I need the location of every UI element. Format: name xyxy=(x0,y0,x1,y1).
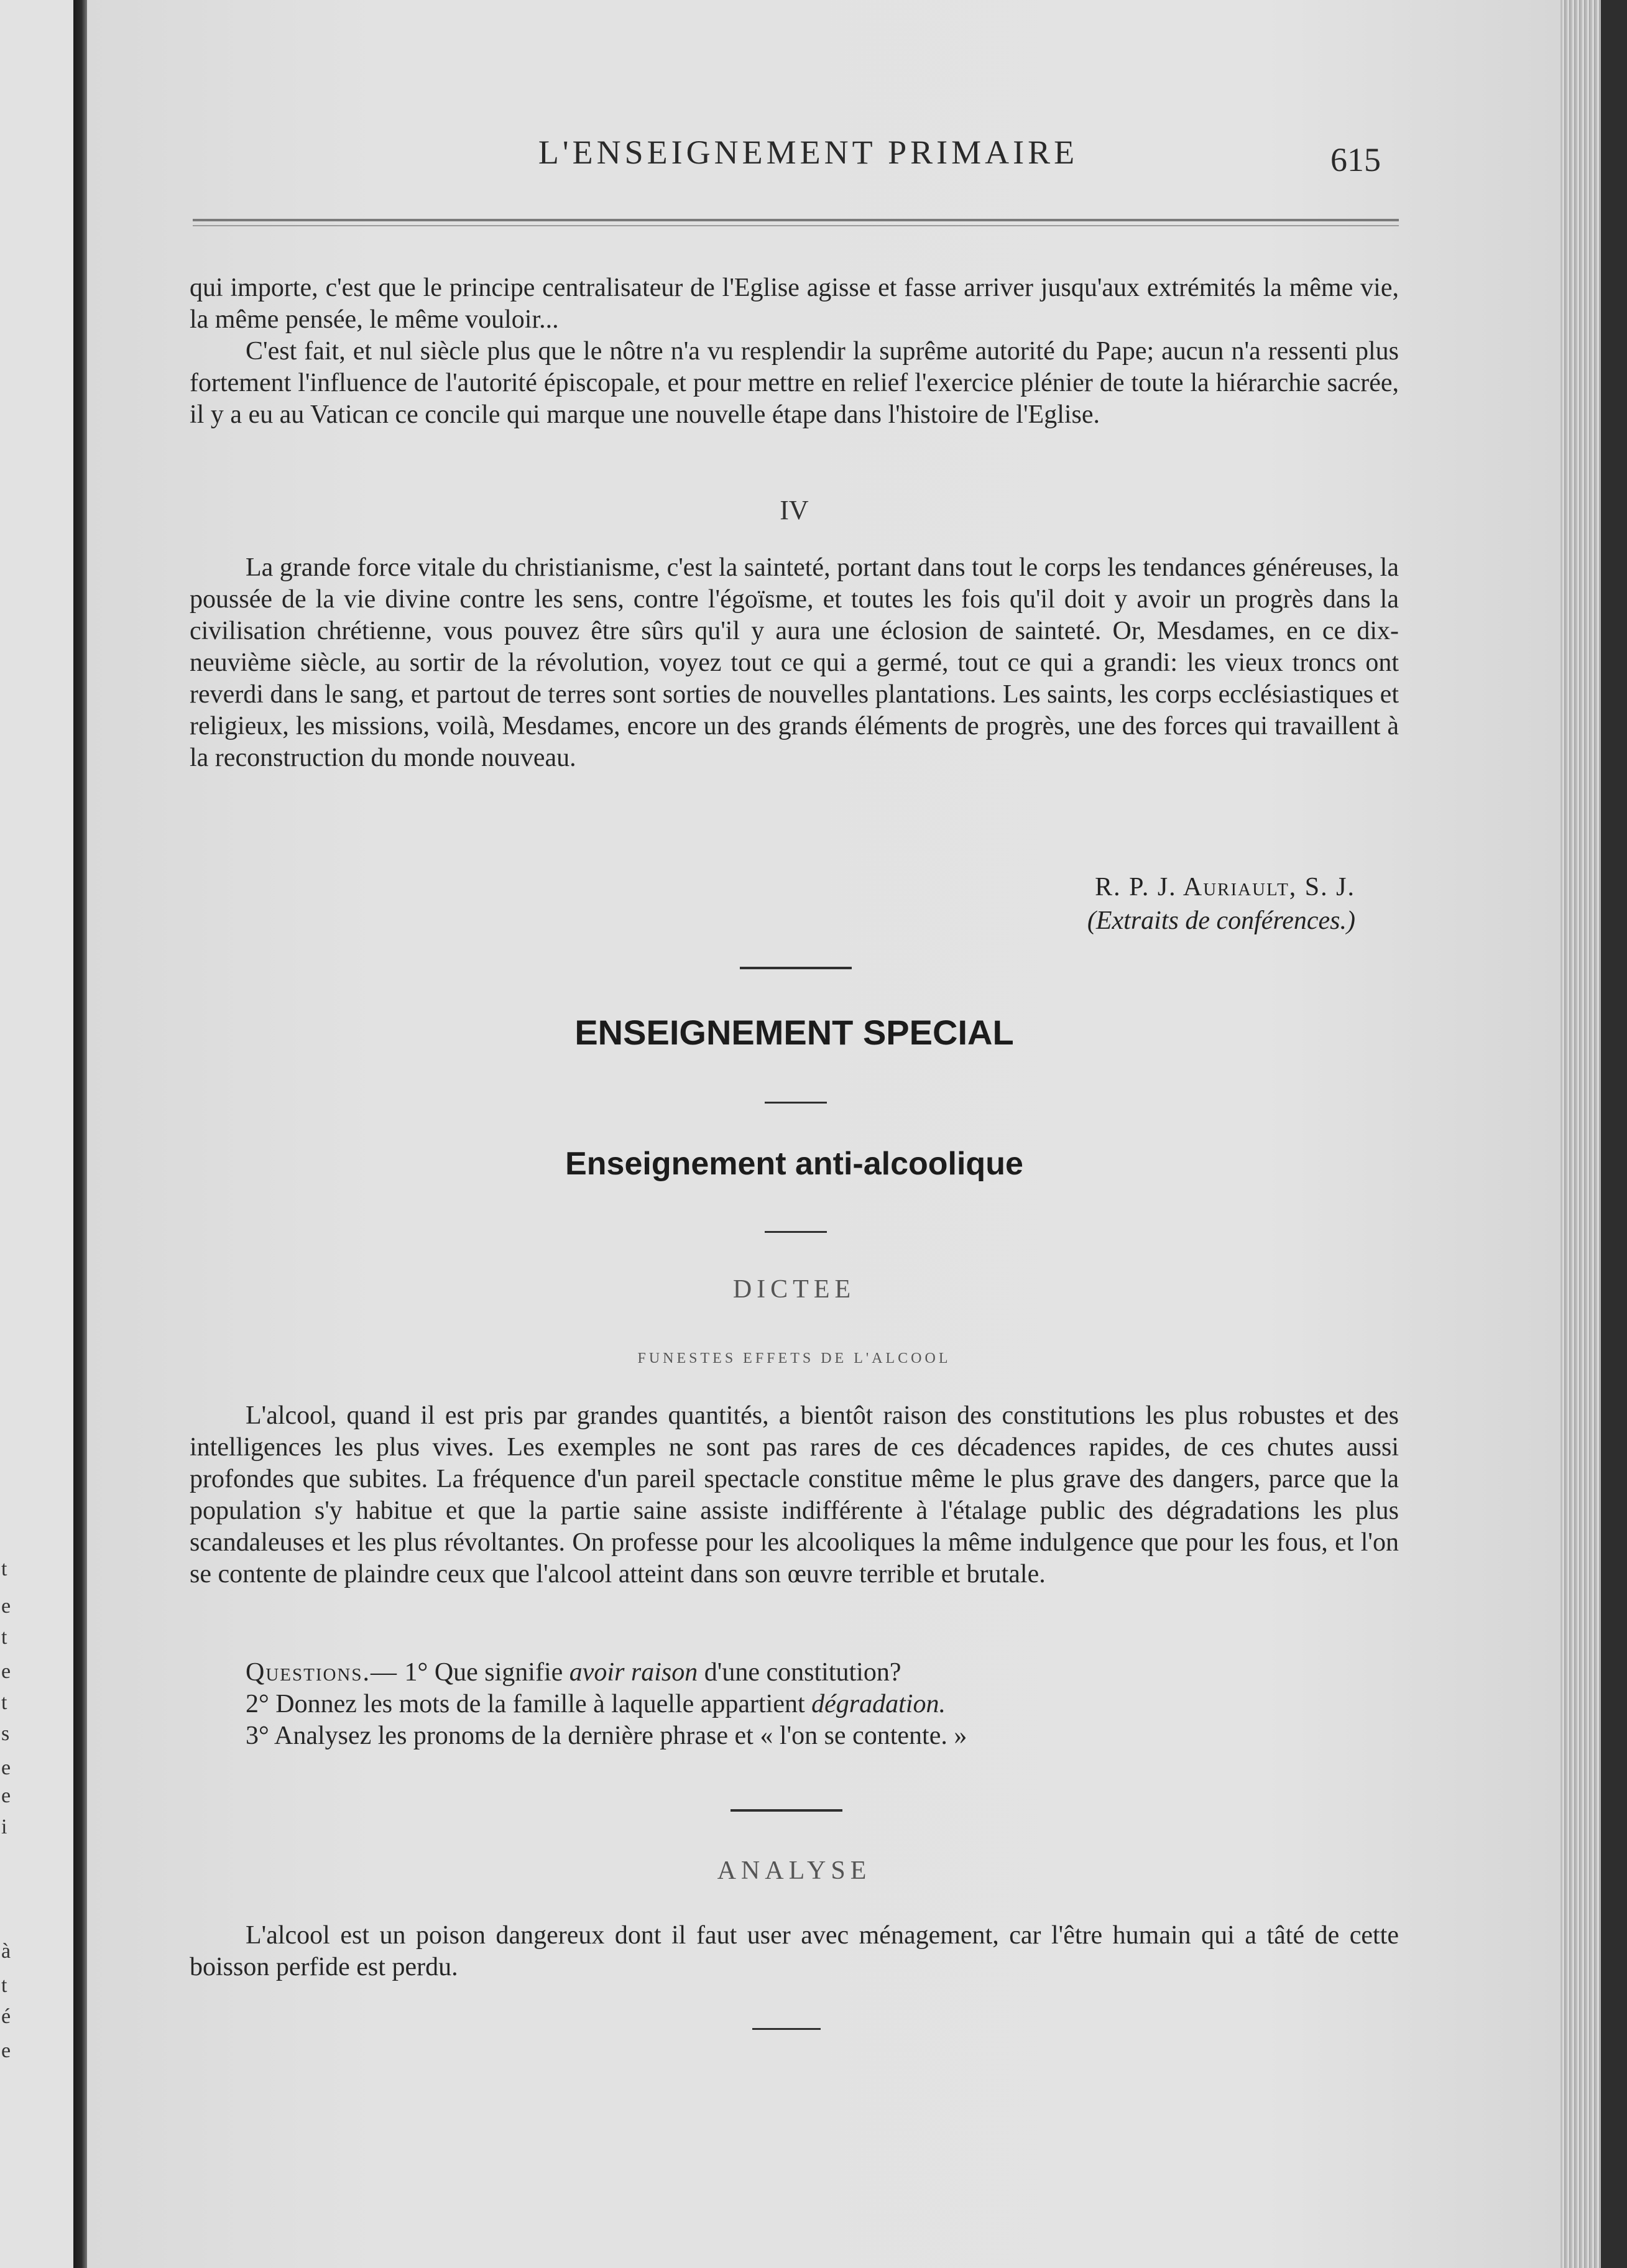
section-numeral: IV xyxy=(780,495,809,525)
dictee-block xyxy=(190,1400,1399,1590)
end-divider xyxy=(752,2028,821,2030)
question-text: Analysez les pronoms de la dernière phrase et « l'on se contente. » xyxy=(274,1722,967,1750)
analyse-text: L'alcool est un poison dangereux dont il faut user avec ménagement, car l'être humain qui a tâté de cette boisson perfide est perdu. xyxy=(190,1921,1399,1981)
page-number: 615 xyxy=(1330,141,1381,178)
dictee-text: L'alcool, quand il est pris par grandes quantités, a bientôt raison des constitutions les plus robustes et des intelligences les plus vives. Les exemples ne sont pas rares de ces décadences rapides, de ces chutes aussi profondes que subites. La fréquence d'un pareil spectacle constitue même le plus grave des dangers, parce que la population s'y habitue et que la partie saine assiste indifférente à l'étalage public des dégradations les plus scandaleuses et les plus révoltantes. On professe pour les alcooliques la même indulgence que pour les fous, et l'on se contente de plaindre ceux que l'alcool atteint dans son œuvre terrible et brutale. xyxy=(190,1401,1399,1588)
section-iv-paragraph: La grande force vitale du christianisme, c'est la sainteté, portant dans tout le corps les tendances généreuses, la poussée de la vie divine contre les sens, contre l'égoïsme, et toutes les fois qu'il doit y avoir un progrès dans la civilisation chrétienne, vous pouvez être sûrs qu'il y aura une éclosion de sainteté. Or, Mesdames, en ce dix-neuvième siècle, au sortir de la révolution, voyez tout ce qui a germé, tout ce qui a grandi: les vieux troncs ont reverdi dans le sang, et partout de terres sont sorties de nouvelles plantations. Les saints, les corps ecclésiastiques et religieux, les missions, voilà, Mesdames, encore un des grands éléments de progrès, une des forces qui travaillent à la reconstruction du monde nouveau. xyxy=(190,553,1399,772)
header-rule xyxy=(193,219,1399,221)
scan-border xyxy=(1601,0,1627,2268)
section-divider xyxy=(740,967,852,969)
section-divider xyxy=(731,1809,842,1812)
header-rule-thin xyxy=(193,225,1399,226)
question-number: 3° xyxy=(246,1722,269,1750)
margin-letter: e xyxy=(1,1784,11,1807)
margin-letter: t xyxy=(1,1691,7,1714)
continuation-line: qui importe, c'est que le principe centralisateur de l'Eglise agisse et fasse arriver jusqu'aux extrémités la même vie, la même pensée, le même vouloir... xyxy=(190,274,1399,334)
margin-letter: e xyxy=(1,1595,11,1618)
question-3 xyxy=(246,1720,1399,1752)
analyse-heading: ANALYSE xyxy=(717,1856,872,1885)
margin-letter: é xyxy=(1,2005,11,2028)
question-text: d'une constitution? xyxy=(698,1658,901,1687)
short-divider xyxy=(765,1102,827,1104)
question-emphasis: dégradation. xyxy=(811,1690,946,1718)
continuation-paragraph: C'est fait, et nul siècle plus que le nôtre n'a vu resplendir la suprême autorité du Pape; aucun n'a ressenti plus fortement l'influence de l'autorité épiscopale, et pour mettre en relief l'exercice plénier de toute la hiérarchie sacrée, il y a eu au Vatican ce concile qui marque une nouvelle étape dans l'histoire de l'Eglise. xyxy=(190,337,1399,429)
margin-letter: t xyxy=(1,1974,7,1997)
question-emphasis: avoir raison xyxy=(569,1658,698,1687)
question-text: Donnez les mots de la famille à laquelle appartient xyxy=(275,1690,812,1718)
question-number: 2° xyxy=(246,1690,269,1718)
author-signature: R. P. J. Auriault, S. J. xyxy=(1095,873,1355,901)
margin-letter: e xyxy=(1,1660,11,1683)
margin-letter: t xyxy=(1,1626,7,1649)
question-number: 1° xyxy=(404,1658,428,1687)
questions-block xyxy=(246,1657,1399,1752)
book-gutter xyxy=(73,0,87,2268)
left-page-edge xyxy=(0,0,73,2268)
source-note: (Extraits de conférences.) xyxy=(1087,906,1355,935)
margin-letter: e xyxy=(1,1756,11,1779)
margin-letter: e xyxy=(1,2039,11,2062)
section-subtitle: Enseignement anti-alcoolique xyxy=(565,1146,1023,1182)
section-iv-block xyxy=(190,552,1399,774)
running-header: L'ENSEIGNEMENT PRIMAIRE xyxy=(538,134,1079,171)
question-2 xyxy=(246,1689,1399,1720)
short-divider xyxy=(765,1231,827,1233)
question-1 xyxy=(246,1657,1399,1689)
dictee-title: FUNESTES EFFETS DE L'ALCOOL xyxy=(637,1350,951,1367)
section-title: ENSEIGNEMENT SPECIAL xyxy=(574,1013,1014,1052)
margin-letter: à xyxy=(1,1940,11,1963)
continuation-block xyxy=(190,272,1399,431)
margin-letter: s xyxy=(1,1722,10,1745)
margin-letter: i xyxy=(1,1815,7,1838)
analyse-block xyxy=(190,1920,1399,1983)
signature-block xyxy=(808,870,1355,938)
question-text: Que signifie xyxy=(434,1658,569,1687)
questions-label: Questions.— xyxy=(246,1658,399,1687)
margin-letter: t xyxy=(1,1557,7,1580)
dictee-heading: DICTEE xyxy=(732,1275,856,1304)
